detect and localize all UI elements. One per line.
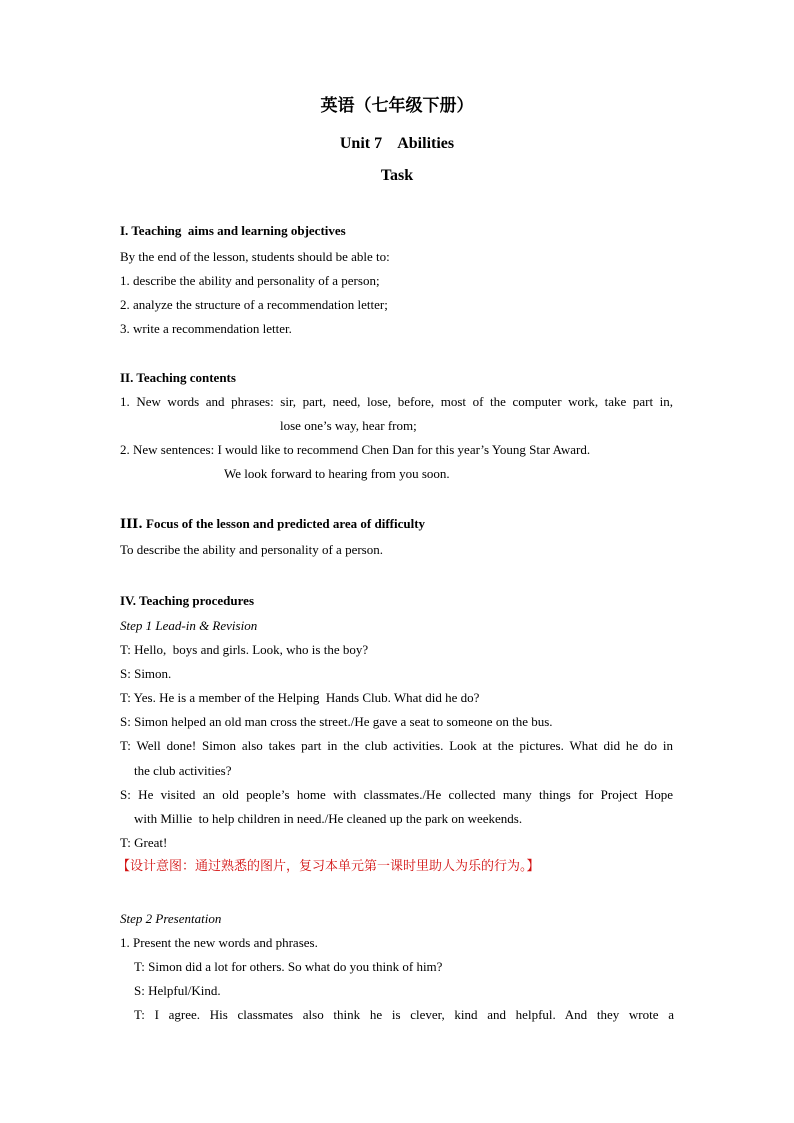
contents-sentences-line-cont: We look forward to hearing from you soon. xyxy=(224,466,450,481)
lesson-title: Task xyxy=(380,167,414,184)
unit-title: Unit 7 Abilities xyxy=(339,135,455,152)
aims-intro: By the end of the lesson, students should be able to: xyxy=(120,249,390,264)
focus-text: To describe the ability and personality of a person. xyxy=(120,542,383,557)
aims-item: 3. write a recommendation letter. xyxy=(120,321,292,336)
dialogue-line: T: Hello, boys and girls. Look, who is the boy? xyxy=(120,642,369,657)
dialogue-line: T: Great! xyxy=(120,835,168,850)
dialogue-line: T: Well done! Simon also takes part in the club activities. Look at the pictures. What did he do in xyxy=(120,738,673,753)
step-title: Step 2 Presentation xyxy=(120,911,222,926)
dialogue-line: S: He visited an old people’s home with classmates./He collected many things for Project Hope xyxy=(120,787,673,802)
dialogue-line: T: Yes. He is a member of the Helping Hands Club. What did he do? xyxy=(120,690,480,705)
step-title: Step 1 Lead-in & Revision xyxy=(120,618,258,633)
dialogue-line-cont: the club activities? xyxy=(134,763,232,778)
section-heading-procedures: IV. Teaching procedures xyxy=(120,593,255,608)
dialogue-line: S: Simon helped an old man cross the street./He gave a seat to someone on the bus. xyxy=(120,714,553,729)
dialogue-line-cont: with Millie to help children in need./He cleaned up the park on weekends. xyxy=(134,811,523,826)
dialogue-line: T: I agree. His classmates also think he is clever, kind and helpful. And they wrote a xyxy=(134,1007,674,1022)
contents-words-line: 1. New words and phrases: sir, part, need, lose, before, most of the computer work, take part in, xyxy=(120,394,673,409)
subject-title: 英语（七年级下册） xyxy=(320,96,474,116)
contents-words-line-cont: lose one’s way, hear from; xyxy=(280,418,417,433)
dialogue-line: S: Helpful/Kind. xyxy=(134,983,221,998)
section-number: III. xyxy=(120,517,143,532)
section-heading-focus xyxy=(120,516,425,533)
section-heading-text: Focus of the lesson and predicted area of difficulty xyxy=(142,516,426,531)
procedure-item: 1. Present the new words and phrases. xyxy=(120,935,318,950)
contents-sentences-line: 2. New sentences: I would like to recommend Chen Dan for this year’s Young Star Award. xyxy=(120,442,591,457)
dialogue-line: T: Simon did a lot for others. So what do you think of him? xyxy=(134,959,443,974)
section-heading-aims: I. Teaching aims and learning objectives xyxy=(120,223,346,238)
section-heading-contents: II. Teaching contents xyxy=(120,370,236,385)
aims-item: 2. analyze the structure of a recommendation letter; xyxy=(120,297,388,312)
aims-item: 1. describe the ability and personality of a person; xyxy=(120,273,380,288)
design-intent-note: 【设计意图：通过熟悉的图片，复习本单元第一课时里助人为乐的行为。】 xyxy=(117,859,540,874)
dialogue-line: S: Simon. xyxy=(120,666,172,681)
